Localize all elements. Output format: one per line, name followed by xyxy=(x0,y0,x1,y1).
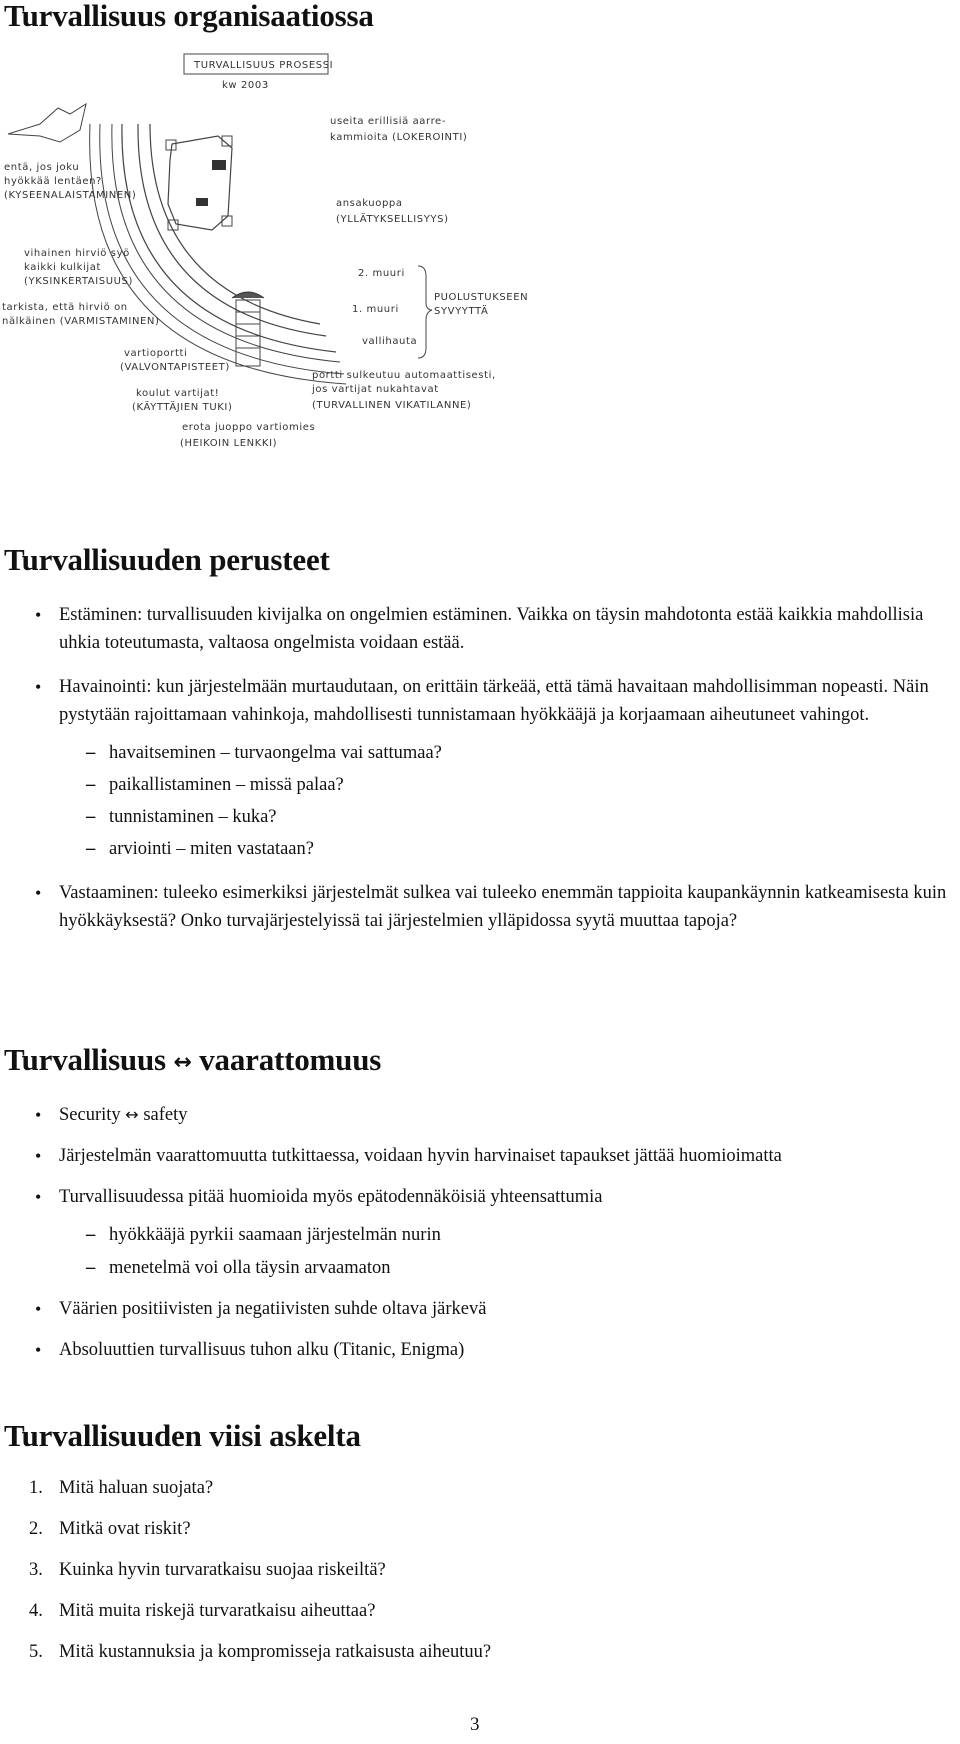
item-text: Mitä kustannuksia ja kompromisseja ratkaisusta aiheutuu? xyxy=(59,1642,492,1662)
list-item xyxy=(0,1295,952,1323)
sublist-item: – paikallistaminen – missä palaa? xyxy=(59,771,952,799)
section-title-basics: Turvallisuuden perusteet xyxy=(4,542,330,577)
label-l11a: portti sulkeutuu automaattisesti, xyxy=(312,370,496,381)
label-l12a: koulut vartijat! xyxy=(136,388,220,399)
label-l1b: kammioita (LOKEROINTI) xyxy=(330,132,468,143)
label-l10a: vartioportti xyxy=(124,348,188,359)
five-steps-list xyxy=(0,1474,952,1666)
double-arrow-icon: ↔ xyxy=(125,1105,139,1124)
item-number: 5. xyxy=(29,1642,43,1662)
bullet-text: Järjestelmän vaarattomuutta tutkittaessa, voidaan hyvin harvinaiset tapaukset jättää huomioimatta xyxy=(59,1146,782,1166)
sketch-title: TURVALLISUUS PROSESSI xyxy=(194,60,334,71)
double-arrow-icon: ↔ xyxy=(173,1050,192,1075)
bullet-text: Vastaaminen: tuleeko esimerkiksi järjestelmät sulkea vai tuleeko enemmän tappioita kaupankäynnin katkeamisesta kuin hyökkäyksestä? Onko turvajärjestelyissä tai järjestelmien ylläpidossa syytä muuttaa tapoja? xyxy=(59,883,947,931)
security-process-sketch xyxy=(0,44,560,504)
label-l7a: PUOLUSTUKSEEN xyxy=(434,292,529,303)
list-item xyxy=(0,1638,952,1666)
label-l3b: (YLLÄTYKSELLISYYS) xyxy=(336,214,449,225)
list-item xyxy=(0,1336,952,1364)
label-l1a: useita erillisiä aarre- xyxy=(330,116,447,127)
section-title-security-safety xyxy=(4,1042,381,1078)
list-item xyxy=(0,1142,952,1170)
item-number: 2. xyxy=(29,1519,43,1539)
label-l13a: erota juoppo vartiomies xyxy=(182,422,316,433)
sublist-item: – havaitseminen – turvaongelma vai sattumaa? xyxy=(59,739,952,767)
label-l12b: (KÄYTTÄJIEN TUKI) xyxy=(132,402,233,413)
castle-sketch-svg xyxy=(0,44,560,504)
bullet-text: Turvallisuudessa pitää huomioida myös epätodennäköisiä yhteensattumia xyxy=(59,1187,603,1207)
list-item xyxy=(0,1515,952,1543)
label-l8b: nälkäinen (VARMISTAMINEN) xyxy=(2,316,160,327)
sublist-item: – hyökkääjä pyrkii saamaan järjestelmän nurin xyxy=(59,1221,952,1249)
label-l11b: jos vartijat nukahtavat xyxy=(312,384,439,395)
label-l3a: ansakuoppa xyxy=(336,198,403,209)
label-l8a: tarkista, että hirviö on xyxy=(2,302,128,313)
term-safety: safety xyxy=(143,1105,188,1125)
label-l6: 1. muuri xyxy=(352,304,399,315)
bullet-text: Havainointi: kun järjestelmään murtaudutaan, on erittäin tärkeää, että tämä havaitaan mahdollisimman nopeasti. Näin pystytään rajoittamaan vahinkoja, mahdollisesti tunnistamaan hyökkääjä ja korjaamaan aiheutuneet vahingot. xyxy=(59,677,929,725)
title-part-a: Turvallisuus xyxy=(4,1042,166,1077)
security-safety-list xyxy=(0,1101,952,1364)
label-l4b: kaikki kulkijat xyxy=(24,262,102,273)
title-part-b: vaarattomuus xyxy=(199,1042,382,1077)
coincidence-sublist xyxy=(59,1221,952,1282)
item-number: 1. xyxy=(29,1478,43,1498)
label-l11c: (TURVALLINEN VIKATILANNE) xyxy=(312,400,472,411)
label-l5: 2. muuri xyxy=(358,268,405,279)
sketch-author: kw 2003 xyxy=(222,80,269,91)
list-item xyxy=(0,601,952,657)
item-text: Mitä muita riskejä turvaratkaisu aiheuttaa? xyxy=(59,1601,376,1621)
label-l9: vallihauta xyxy=(362,336,418,347)
section-title-five-steps: Turvallisuuden viisi askelta xyxy=(4,1418,361,1453)
label-l4c: (YKSINKERTAISUUS) xyxy=(24,276,133,287)
label-l7b: SYVYYTTÄ xyxy=(434,306,489,317)
label-l2b: hyökkää lentäen? xyxy=(4,176,102,187)
label-l4a: vihainen hirviö syö xyxy=(24,248,130,259)
list-item xyxy=(0,1101,952,1129)
term-security: Security xyxy=(59,1105,121,1125)
list-item xyxy=(0,1597,952,1625)
item-number: 3. xyxy=(29,1560,43,1580)
sublist-item: – arviointi – miten vastataan? xyxy=(59,835,952,863)
list-item xyxy=(0,673,952,863)
item-text: Mitä haluan suojata? xyxy=(59,1478,214,1498)
label-l2a: entä, jos joku xyxy=(4,162,80,173)
item-text: Kuinka hyvin turvaratkaisu suojaa riskeiltä? xyxy=(59,1560,386,1580)
label-l13b: (HEIKOIN LENKKI) xyxy=(180,438,278,449)
bullet-text: Väärien positiivisten ja negatiivisten suhde oltava järkevä xyxy=(59,1299,487,1319)
list-item xyxy=(0,879,952,935)
bullet-text: Estäminen: turvallisuuden kivijalka on ongelmien estäminen. Vaikka on täysin mahdotonta estää kaikkia mahdollisia uhkia toteutumasta, valtaosa ongelmista voidaan estää. xyxy=(59,605,924,653)
detection-sublist xyxy=(59,739,952,863)
bullet-text: Absoluuttien turvallisuus tuhon alku (Titanic, Enigma) xyxy=(59,1340,465,1360)
basics-list xyxy=(0,601,952,935)
list-item xyxy=(0,1183,952,1282)
list-item xyxy=(0,1474,952,1502)
section-title-organisation: Turvallisuus organisaatiossa xyxy=(4,0,374,33)
item-number: 4. xyxy=(29,1601,43,1621)
list-item xyxy=(0,1556,952,1584)
page-number: 3 xyxy=(470,1714,480,1735)
label-l10b: (VALVONTAPISTEET) xyxy=(120,362,230,373)
sublist-item: – menetelmä voi olla täysin arvaamaton xyxy=(59,1254,952,1282)
item-text: Mitkä ovat riskit? xyxy=(59,1519,191,1539)
label-l2c: (KYSEENALAISTAMINEN) xyxy=(4,190,137,201)
sublist-item: – tunnistaminen – kuka? xyxy=(59,803,952,831)
